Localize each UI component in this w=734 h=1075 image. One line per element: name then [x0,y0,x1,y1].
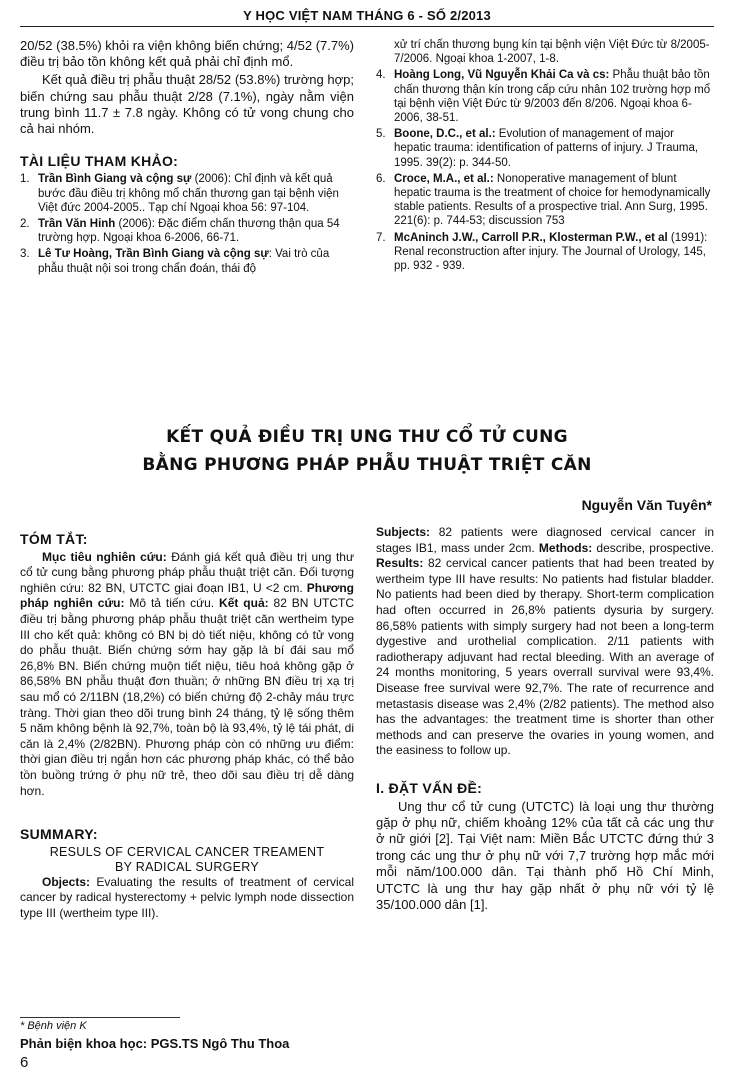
reference-authors: McAninch J.W., Carroll P.R., Klosterman P.W., et al [394,231,668,244]
reference-number: 6. [376,172,386,185]
methods-label: Phương pháp nghiên cứu: [20,580,354,611]
reference-text: Evolution of management of major hepatic trauma: identification of patterns of injury. J Trauma, 1995. 39(2): p. 344-50. [394,128,699,169]
reference-text: xử trí chấn thương bụng kín tại bệnh viện Việt Đức từ 8/2005-7/2006. Ngoại khoa 1-2007, 1-8. [394,39,710,66]
top-left-column [20,38,354,278]
summary-continued [376,525,714,759]
article-title [20,423,714,479]
article-title-line-1: KẾT QUẢ ĐIỀU TRỊ UNG THƯ CỔ TỬ CUNG [166,427,568,447]
reference-authors: Hoàng Long, Vũ Nguyễn Khải Ca và cs: [394,69,610,82]
summary-subtitle-2: BY RADICAL SURGERY [114,859,260,874]
summary-subtitle-1: RESULS OF CERVICAL CANCER TREAMENT [49,844,325,859]
reference-authors: Boone, D.C., et al.: [394,128,496,141]
objective-label: Mục tiêu nghiên cứu: [42,549,167,564]
results-paragraph: Kết quả điều trị phẫu thuật 28/52 (53.8%) trường hợp; biến chứng sau phẫu thuật 2/28 (7.1%), ngày nằm viện trung bình 11.7 ± 7.8 ngày. Không có tử vong chung cho cả hai nhóm. [20,72,354,137]
reference-item [20,217,354,245]
reference-number: 2. [20,218,30,231]
tomtat-title: TÓM TẮT: [20,531,88,547]
references-list-left [20,172,354,275]
reference-item [376,172,714,229]
subjects-label: Subjects: [376,525,431,539]
summary-title: SUMMARY: [20,826,98,843]
objectives-text: Evaluating the results of treatment of cervical cancer by radical hysterectomy + pelvic lymph node dissection type III (wertheim type III). [20,874,354,920]
reference-authors: Croce, M.A., et al.: [394,172,494,185]
abstract-left-column [20,532,354,921]
reference-item [20,172,354,215]
article-author: Nguyễn Văn Tuyên* [581,497,712,513]
reference-continued [376,38,714,66]
header-rule [20,26,714,27]
reference-authors: Trần Văn Hinh [38,218,116,231]
section-1-body: Ung thư cổ tử cung (UTCTC) là loại ung thư thường gặp ở phụ nữ, chiếm khoảng 12% của tất cả các ung thư ở nữ giới [2]. Tại Việt nam: Miền Bắc UTCTC đứng thứ 3 trong các ung thư ở phụ nữ với 7,7 trường hợp mắc mới mỗi năm/100.000 dân. Tại thành phố Hồ Chí Minh, UTCTC là ung thư hay gặp nhất ở phụ nữ với tỷ lệ 35/100.000 dân [1]. [376,798,714,912]
top-right-column [376,38,714,275]
reference-text: Nonoperative management of blunt hepatic trauma is the treatment of choice for hemodynamically stable patients. Results of a prospective trial. Ann Surg, 1995. 221(6): p. 744-53; discussion 753 [394,172,711,228]
reference-number: 3. [20,248,30,261]
reference-item [20,247,354,275]
running-header: Y HỌC VIỆT NAM THÁNG 6 - SỐ 2/2013 [243,8,491,23]
results-label: Kết quả: [219,596,269,611]
continued-paragraph: 20/52 (38.5%) khỏi ra viện không biến chứng; 4/52 (7.7%) điều trị bảo tồn không kết quả phải chỉ định mổ. [20,38,354,70]
footnote-rule [20,1017,180,1018]
objectives-label: Objects: [42,874,91,889]
page-number: 6 [20,1054,29,1071]
reference-number: 4. [376,69,386,82]
reference-item [376,68,714,125]
footnote: * Bệnh viện K [20,1020,87,1032]
subjects-text: 82 patients were diagnosed cervical cancer in stages IB1, mass under 2cm. [376,525,714,555]
methods-text-en: describe, prospective. [592,540,714,555]
references-title: TÀI LIỆU THAM KHẢO: [20,153,179,170]
methods-label-en: Methods: [538,540,593,555]
tomtat-body [20,550,354,800]
reference-number: 7. [376,231,386,244]
reference-authors: Lê Tư Hoàng, Trần Bình Giang và cộng sự [38,248,269,261]
references-list-right [376,38,714,273]
reference-item [376,231,714,274]
objective-text: Đánh giá kết quả điều trị ung thư cổ tử cung bằng phương pháp phẫu thuật triệt căn. Đối tượng nghiên cứu: 82 BN, UTCTC giai đoạn IB1, U <2 cm. [20,549,354,595]
article-title-line-2: BẰNG PHƯƠNG PHÁP PHẪU THUẬT TRIỆT CĂN [142,455,592,475]
section-1-title: I. ĐẶT VẤN ĐỀ: [376,779,483,796]
reference-authors: Trần Bình Giang và cộng sự [38,173,192,186]
results-text-en: 82 cervical cancer patients that had been treated by wertheim type III have results: No patients had fistular bladder. No patients had been died by therapy. Short-term complication had often occurred in 26,8% patients dysuria by surgery. 86,58% patients with simply surgery had not been a long-term dygestive and urothelial complication. 2/11 patients with radiotherapy adjuvant had rectal bleeding. With an average of 24 months monitoring, 5 years overrall survival were 93,4%. Disease free survival were 92,7%. The rate of recurrence and metastasis disease was 2,4% (2/82 patients). The method also has the advantages: the treatment time is shorter than other methods and can preserve the ovaries in young women, and the easiness to follow up. [376,556,714,758]
reference-text: (1991): Renal reconstruction after injury. The Journal of Urology, 145, pp. 932 - 939. [394,231,708,273]
reference-text: : Vai trò của phẫu thuật nội soi trong chẩn đoán, thái độ [38,248,330,275]
reference-number: 5. [376,128,386,141]
results-text: 82 BN UTCTC điều trị bằng phương pháp phẫu thuật triệt căn wertheim type III cho kết quả: không có BN bị dò tiết niệu, không có tử vong do phẫu thuật. Biến chứng sớm hay gặp là bí đái sau mổ 26,8% BN. Biến chứng muộn tiết niệu, tiêu hoá không gặp ở 86,58% BN phẫu thuật đơn thuần; ở những BN điều trị xạ trị sau mổ có 2/11BN (18,2%) có biến chứng độ 2-chảy máu trực tràng. Thời gian theo dõi trung bình 24 tháng, tỷ lệ sống thêm 5 năm không bệnh là 92,7%, toàn bộ là 93,4%, tỷ lệ tái phát, di căn là 2,4% (2/82BN). Phương pháp còn có những ưu điểm: thời gian điều trị ngắn hơn các phương pháp khác, có thể bảo tồn buồng trứng ở phụ nữ trẻ, theo dõi sau điều trị dễ dàng hơn. [20,596,354,798]
reviewer-line: Phản biện khoa học: PGS.TS Ngô Thu Thoa [20,1036,290,1051]
reference-number: 1. [20,173,30,186]
results-label-en: Results: [376,556,424,571]
reference-item [376,127,714,170]
abstract-right-column [376,525,714,913]
summary-objectives [20,875,354,922]
methods-text: Mô tả tiến cứu. [124,596,220,611]
reference-text: (2006): Chỉ định và kết quả bước đầu điều trị không mổ chấn thương gan tại bệnh viện Việt đức 2004-2005.. Tạp chí Ngoại khoa 56: 97-104. [38,173,339,214]
reference-text: (2006): Đặc điểm chấn thương thận qua 54 trường hợp. Ngoại khoa 6-2006, 66-71. [38,218,340,245]
reference-text: Phẫu thuật bảo tồn chấn thương thận kín trong cấp cứu nhân 102 trường hợp mổ tại bệnh viện Việt Đức từ 9/2003 đến 8/206. Ngoại khoa 6-2006, 38-51. [394,69,711,125]
